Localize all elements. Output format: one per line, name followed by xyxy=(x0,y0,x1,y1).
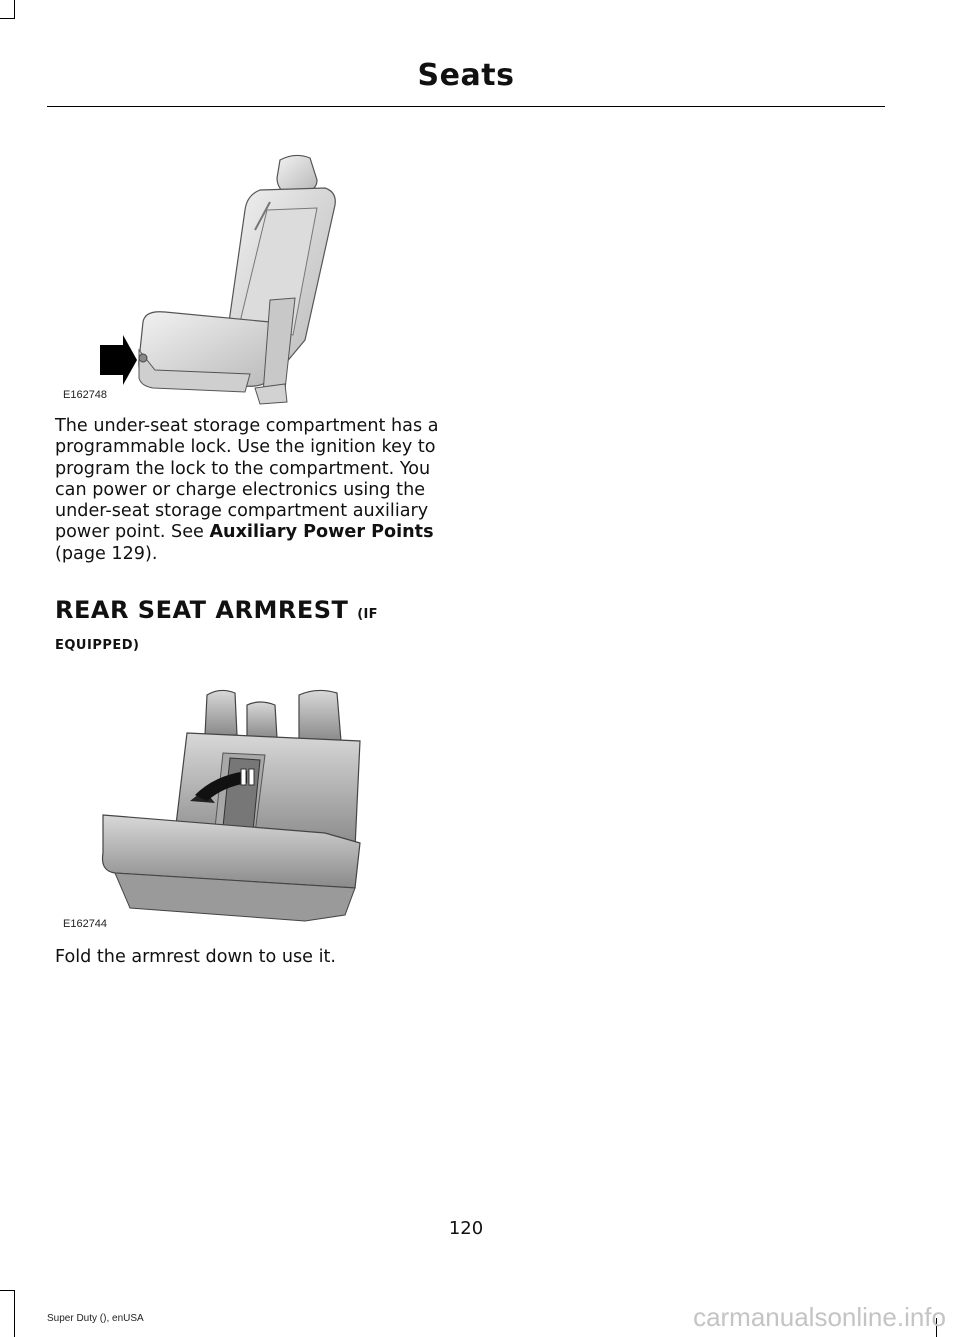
rear-bench-armrest-illustration xyxy=(55,683,365,933)
document-info: Super Duty (), enUSA xyxy=(47,1313,144,1324)
storage-paragraph xyxy=(55,416,453,565)
armrest-caption: Fold the armrest down to use it. xyxy=(55,947,336,967)
arrow-icon xyxy=(100,335,137,385)
page-title: Seats xyxy=(417,58,515,93)
paragraph-text: (page 129). xyxy=(55,543,158,564)
section-qualifier: EQUIPPED) xyxy=(55,638,140,653)
figure-code: E162748 xyxy=(63,389,108,401)
figure-code: E162744 xyxy=(63,918,108,930)
section-title: REAR SEAT ARMREST xyxy=(55,596,349,624)
section-qualifier: (IF xyxy=(357,607,378,622)
paragraph-text: The under-seat storage compartment has a programmable lock. Use the ignition key to program the lock to the compartment. You can power or charge electronics using the under-seat storage compartment auxiliary power point. See xyxy=(55,416,439,543)
seat-storage-illustration xyxy=(55,150,355,405)
figure-seat-storage xyxy=(55,150,355,405)
crop-mark xyxy=(14,0,15,18)
figure-rear-armrest xyxy=(55,683,365,933)
crop-mark xyxy=(14,1290,15,1337)
page-number: 120 xyxy=(448,1218,484,1239)
header-divider xyxy=(47,106,885,107)
watermark: carmanualsonline.info xyxy=(693,1302,946,1332)
section-heading xyxy=(55,596,453,653)
auxiliary-power-points-link[interactable]: Auxiliary Power Points xyxy=(209,522,434,543)
crop-mark xyxy=(0,18,15,19)
crop-mark xyxy=(0,1290,15,1291)
